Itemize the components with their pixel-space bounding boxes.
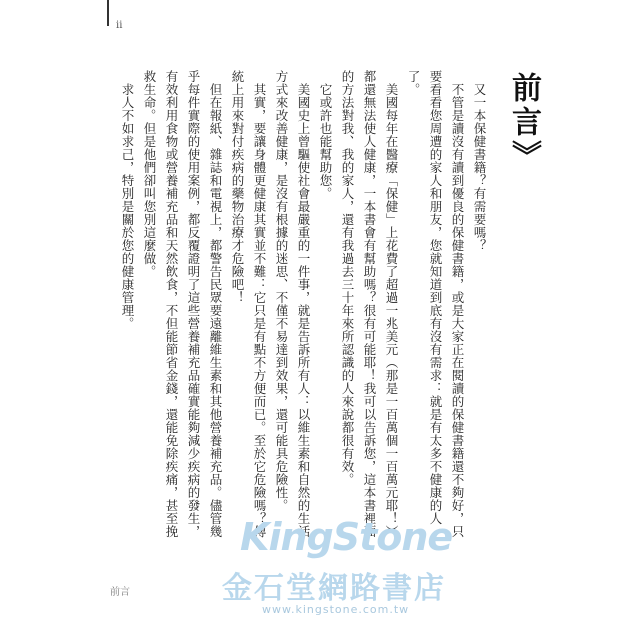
watermark-store-name: 金石堂網路書店 (222, 571, 446, 606)
paragraph: 又一本保健書籍？有需要嗎？ (472, 82, 487, 252)
paragraph: 但在報紙、雜誌和電視上，都警告民眾要遠離維生素和其他營養補充品。儘管幾乎每件實際的使用案例，都反覆證明了這些營養補充品確實能夠減少疾病的發生，有效利用食物或營養補充品和天然飲食，不但能節省金錢，還能免除疾痛，甚至挽救生命。但是他們卻叫您別這麼做。 (142, 70, 223, 538)
paragraph: 其實，要讓身體更健康其實並不難：它只是有點不方便而已。至於它危險嗎？傳統上用來對付疾病的藥物治療才危險吧！ (230, 70, 267, 538)
paragraph: 它或許也能幫助您。 (318, 82, 333, 200)
paragraph: 求人不如求己，特別是關於您的健康管理。 (120, 82, 135, 330)
watermark-logo: KingStone (240, 515, 453, 559)
page-footer: 前言 (110, 587, 130, 598)
paragraph: 美國每年在醫療「保健」上花費了超過一兆美元（那是一百萬個一百萬元耶！）都還無法使人健康，一本書會有幫助嗎？很有可能耶！我可以告訴您，這本書裡面的方法對我、我的家人，還有我過去三十年來所認識的人來說都很有效。 (340, 70, 399, 538)
paragraph: 不管是讀沒有讀到優良的保健書籍，或是大家正在閱讀的保健書籍還不夠好，只要看看您周遭的家人和朋友，您就知道到底有沒有需求：就是有太多不健康的人了。 (406, 70, 465, 538)
chapter-heading (501, 72, 545, 174)
page-edge-rule (107, 0, 109, 26)
watermark-url: www.kingstone.com.tw (262, 603, 410, 616)
paragraph: 美國史上曾驅使社會最嚴重的一件事，就是告訴所有人：以維生素和自然的生活方式來改善健康，是沒有根據的迷思、不僅不易達到效果，還可能具危險性。 (274, 70, 311, 538)
heading-bracket: 》 (506, 140, 541, 174)
chapter-title: 前言 (506, 72, 541, 140)
watermark (222, 515, 552, 630)
body-text (100, 70, 490, 550)
page-number: ii (116, 20, 123, 31)
